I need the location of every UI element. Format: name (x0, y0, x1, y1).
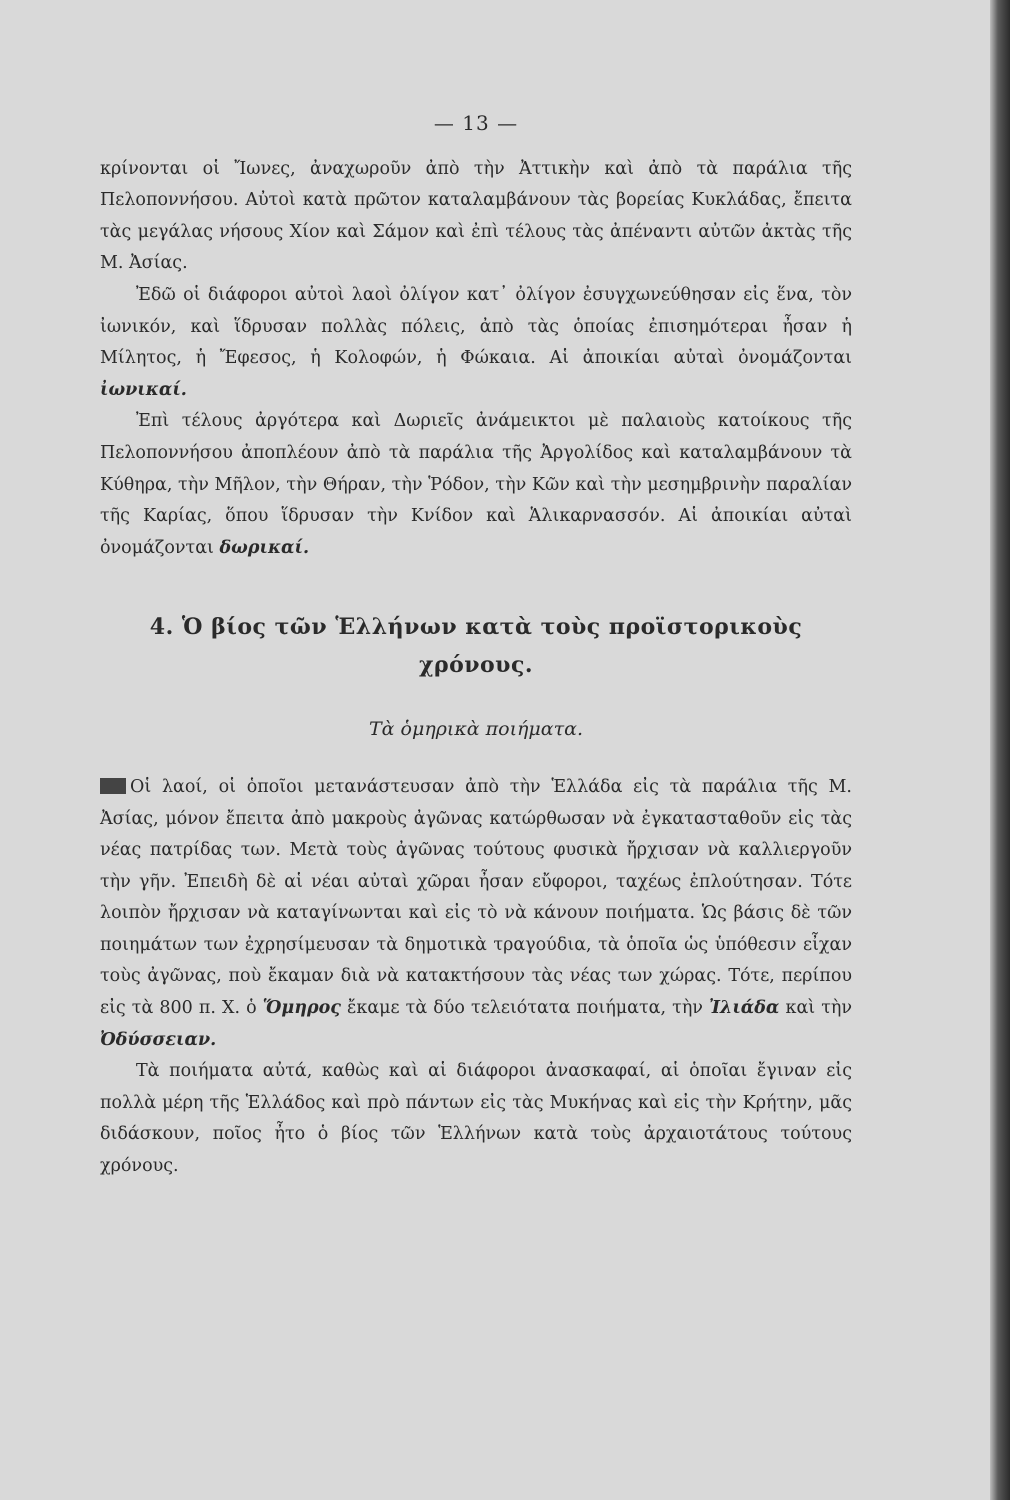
paragraph-3-text: Ἐπὶ τέλους ἀργότερα καὶ Δωριεῖς ἀνάμεικτοι μὲ παλαιοὺς κατοίκους τῆς Πελοποννήσου ἀποπλέουν ἀπὸ τὰ παράλια τῆς Ἀργολίδος καὶ καταλαμβάνουν τὰ Κύθηρα, τὴν Μῆλον, τὴν Θήραν, τὴν Ῥόδον, τὴν Κῶν καὶ τὴν μεσημβρινὴν παραλίαν τῆς Καρίας, ὅπου ἵδρυσαν τὴν Κνίδον καὶ Ἁλικαρνασσόν. Αἱ ἀποικίαι αὐταὶ ὀνομάζονται (100, 411, 852, 558)
section-heading: 4. Ὁ βίος τῶν Ἑλλήνων κατὰ τοὺς προϊστορικοὺς χρόνους. (149, 614, 803, 679)
paragraph-4-text-c: καὶ τὴν (785, 998, 852, 1019)
page-edge (990, 0, 1010, 1500)
ink-blot-mark (100, 778, 126, 794)
paragraph-4 (100, 772, 852, 1056)
iliad-title: Ἰλιάδα (709, 998, 780, 1019)
paragraph-1 (100, 154, 852, 280)
paragraph-5 (100, 1056, 852, 1182)
doric-term: δωρικαί. (219, 537, 310, 558)
paragraph-4-text-a: Οἱ λαοί, οἱ ὁποῖοι μετανάστευσαν ἀπὸ τὴν Ἑλλάδα εἰς τὰ παράλια τῆς Μ. Ἀσίας, μόνον ἔπειτα ἀπὸ μακροὺς ἀγῶνας κατώρθωσαν νὰ ἐγκατασταθοῦν εἰς τὰς νέας πατρίδας των. Μετὰ τοὺς ἀγῶνας τούτους φυσικὰ ἤρχισαν νὰ καλλιεργοῦν τὴν γῆν. Ἐπειδὴ δὲ αἱ νέαι αὐταὶ χῶραι ἦσαν εὔφοροι, ταχέως ἐπλούτησαν. Τότε λοιπὸν ἤρχισαν νὰ καταγίνωνται καὶ εἰς τὸ νὰ κάνουν ποιήματα. Ὡς βάσις δὲ τῶν ποιημάτων των ἐχρησίμευσαν τὰ δημοτικὰ τραγούδια, τὰ ὁποῖα ὡς ὑπόθεσιν εἶχαν τοὺς ἀγῶνας, ποὺ ἔκαμαν διὰ νὰ κατακτήσουν τὰς νέας των χώρας. Τότε, περίπου εἰς τὰ 800 π. Χ. ὁ (100, 776, 852, 1019)
page-number: — 13 — (433, 111, 519, 135)
paragraph-1-text: κρίνονται οἱ Ἴωνες, ἀναχωροῦν ἀπὸ τὴν Ἀττικὴν καὶ ἀπὸ τὰ παράλια τῆς Πελοποννήσου. Αὐτοὶ κατὰ πρῶτον καταλαμβάνουν τὰς βορείας Κυκλάδας, ἔπειτα τὰς μεγάλας νήσους Χίον καὶ Σάμον καὶ ἐπὶ τέλους τὰς ἀπέναντι αὐτῶν ἀκτὰς τῆς Μ. Ἀσίας. (100, 158, 852, 274)
section-subheading: Τὰ ὁμηρικὰ ποιήματα. (369, 718, 583, 741)
paragraph-2-text: Ἐδῶ οἱ διάφοροι αὐτοὶ λαοὶ ὀλίγον κατ᾽ ὀλίγον ἐσυγχωνεύθησαν εἰς ἕνα, τὸν ἰωνικόν, καὶ ἵδρυσαν πολλὰς πόλεις, ἀπὸ τὰς ὁποίας ἐπισημότεραι ἦσαν ἡ Μίλητος, ἡ Ἔφεσος, ἡ Κολοφών, ἡ Φώκαια. Αἱ ἀποικίαι αὐταὶ ὀνομάζονται (100, 284, 852, 369)
homer-name: Ὅμηρος (262, 998, 341, 1019)
paragraph-5-text: Τὰ ποιήματα αὐτά, καθὼς καὶ αἱ διάφοροι ἀνασκαφαί, αἱ ὁποῖαι ἔγιναν εἰς πολλὰ μέρη τῆς Ἑλλάδος καὶ πρὸ πάντων εἰς τὰς Μυκήνας καὶ εἰς τὴν Κρήτην, μᾶς διδάσκουν, ποῖος ἦτο ὁ βίος τῶν Ἑλλήνων κατὰ τοὺς ἀρχαιοτάτους τούτους χρόνους. (100, 1061, 852, 1177)
paragraph-3 (100, 406, 852, 564)
page-text (100, 108, 852, 1183)
paragraph-2 (100, 280, 852, 406)
ionic-term: ἰωνικαί. (100, 379, 187, 400)
odyssey-title: Ὀδύσσειαν. (100, 1029, 217, 1050)
paragraph-4-text-b: ἔκαμε τὰ δύο τελειότατα ποιήματα, τὴν (347, 998, 703, 1019)
